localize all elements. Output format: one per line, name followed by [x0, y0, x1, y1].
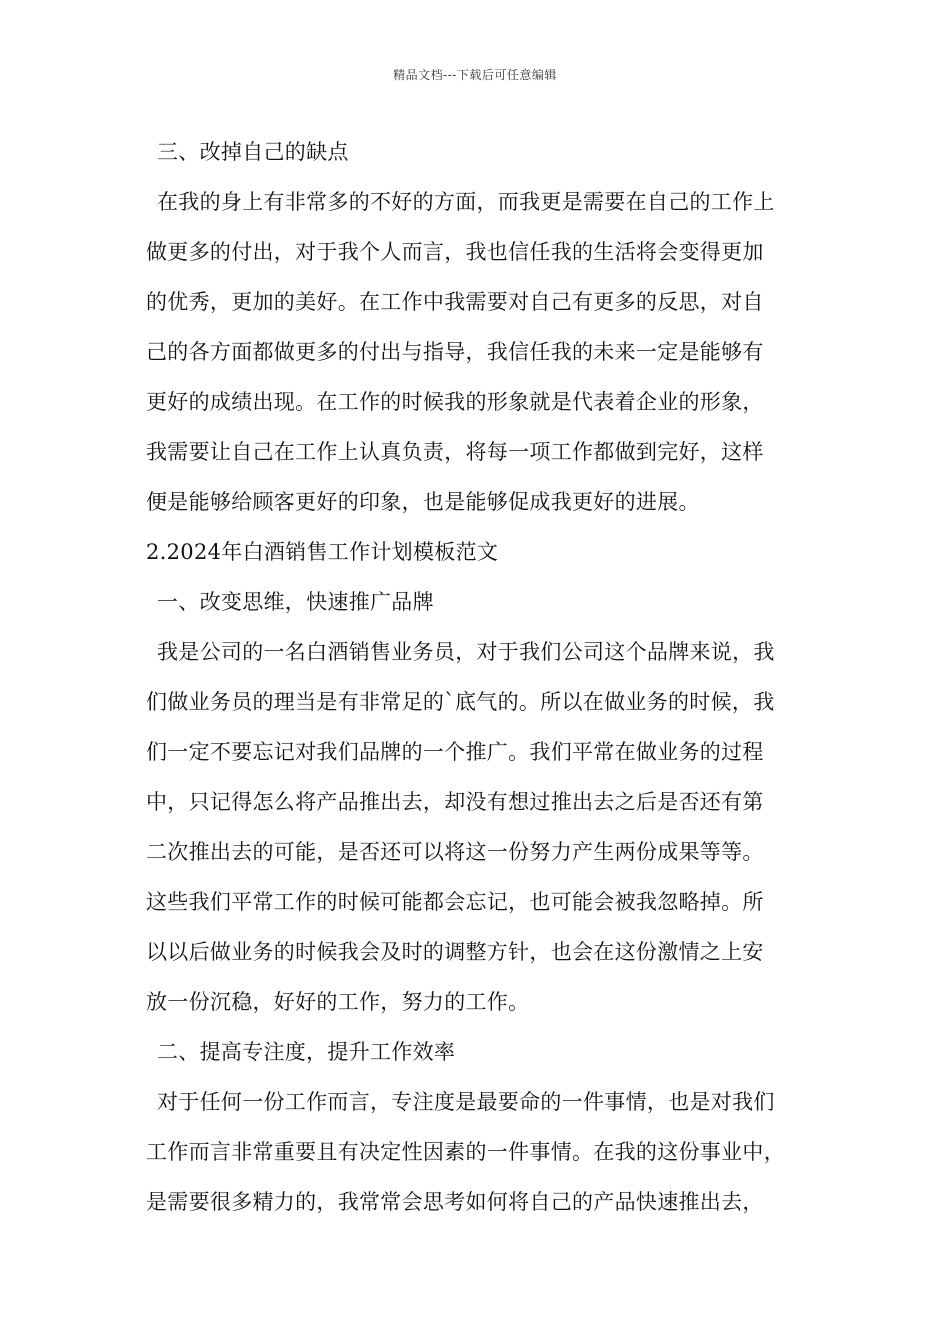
section-heading-2: 二、提高专注度，提升工作效率 [157, 1040, 456, 1064]
paragraph-line: 我是公司的一名白酒销售业务员，对于我们公司这个品牌来说，我 [157, 640, 775, 664]
paragraph-line: 们做业务员的理当是有非常足的`底气的。所以在做业务的时候，我 [146, 690, 775, 714]
document-body [146, 134, 826, 1234]
paragraph-line: 是需要很多精力的，我常常会思考如何将自己的产品快速推出去， [146, 1190, 764, 1214]
paragraph-line: 放一份沉稳，好好的工作，努力的工作。 [146, 990, 530, 1014]
paragraph-line: 对于任何一份工作而言，专注度是最要命的一件事情，也是对我们 [157, 1090, 775, 1114]
paragraph-line: 更好的成绩出现。在工作的时候我的形象就是代表着企业的形象， [146, 390, 764, 414]
paragraph-line: 中，只记得怎么将产品推出去，却没有想过推出去之后是否还有第 [146, 790, 764, 814]
paragraph-line: 二次推出去的可能，是否还可以将这一份努力产生两份成果等等。 [146, 840, 764, 864]
paragraph-line: 在我的身上有非常多的不好的方面，而我更是需要在自己的工作上 [157, 190, 775, 214]
paragraph-line: 这些我们平常工作的时候可能都会忘记，也可能会被我忽略掉。所 [146, 890, 764, 914]
paragraph-line: 己的各方面都做更多的付出与指导，我信任我的未来一定是能够有 [146, 340, 764, 364]
page-header: 精品文档---下载后可任意编辑 [393, 68, 557, 82]
paragraph-line: 以以后做业务的时候我会及时的调整方针，也会在这份激情之上安 [146, 940, 764, 964]
section-heading-1: 一、改变思维，快速推广品牌 [157, 590, 434, 614]
section-heading-3: 三、改掉自己的缺点 [157, 140, 349, 164]
paragraph-line: 工作而言非常重要且有决定性因素的一件事情。在我的这份事业中， [146, 1140, 785, 1164]
paragraph-line: 们一定不要忘记对我们品牌的一个推广。我们平常在做业务的过程 [146, 740, 764, 764]
paragraph-line: 的优秀，更加的美好。在工作中我需要对自己有更多的反思，对自 [146, 290, 764, 314]
document-title: 2.2024年白酒销售工作计划模板范文 [146, 540, 499, 564]
paragraph-line: 做更多的付出，对于我个人而言，我也信任我的生活将会变得更加 [146, 240, 764, 264]
paragraph-line: 我需要让自己在工作上认真负责，将每一项工作都做到完好，这样 [146, 440, 764, 464]
paragraph-line: 便是能够给顾客更好的印象，也是能够促成我更好的进展。 [146, 490, 700, 514]
